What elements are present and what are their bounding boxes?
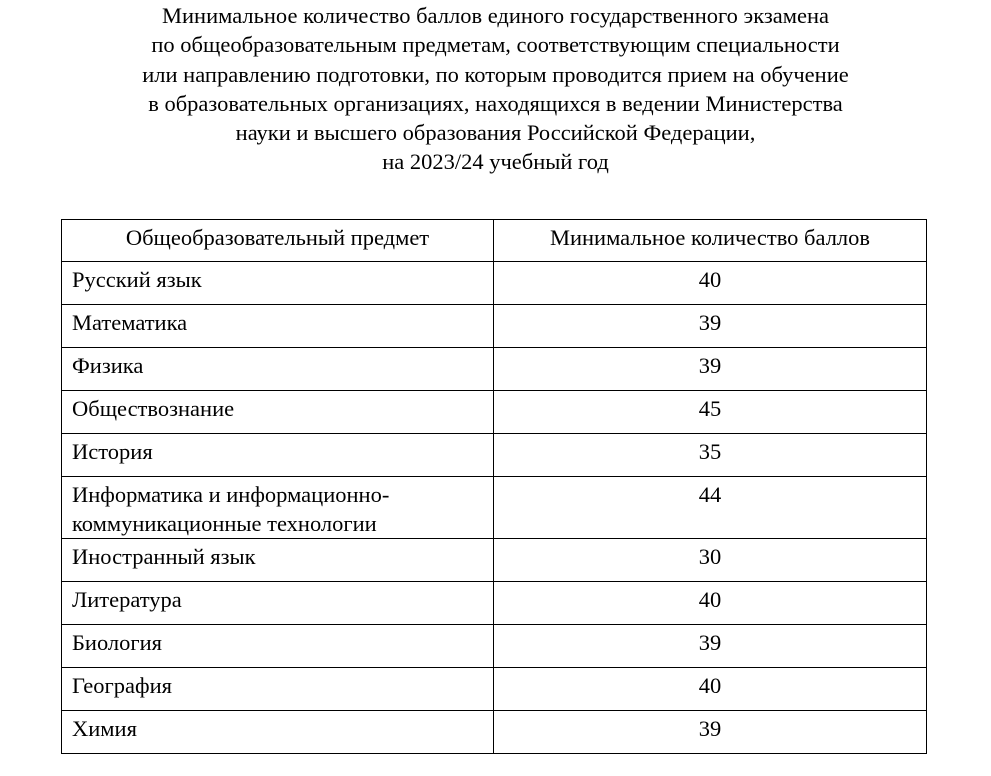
score-cell: 35 bbox=[494, 434, 927, 477]
table-header-row bbox=[62, 220, 927, 262]
subject-cell: История bbox=[62, 434, 494, 477]
title-line: Минимальное количество баллов единого государственного экзамена bbox=[162, 3, 829, 28]
table-row bbox=[62, 582, 927, 625]
title-line: в образовательных организациях, находящихся в ведении Министерства bbox=[148, 90, 843, 116]
subject-cell: Литература bbox=[62, 582, 494, 625]
title-line: на 2023/24 учебный год bbox=[382, 149, 609, 175]
subject-cell: Обществознание bbox=[62, 391, 494, 434]
score-cell: 30 bbox=[494, 539, 927, 582]
subject-cell: Математика bbox=[62, 305, 494, 348]
score-cell: 44 bbox=[494, 477, 927, 539]
table-row bbox=[62, 625, 927, 668]
score-cell: 39 bbox=[494, 348, 927, 391]
header-subject: Общеобразовательный предмет bbox=[62, 220, 494, 262]
table-row bbox=[62, 711, 927, 754]
title-line: или направлению подготовки, по которым проводится прием на обучение bbox=[142, 61, 849, 87]
subject-cell: Информатика и информационно-коммуникационные технологии bbox=[62, 477, 494, 539]
table-row bbox=[62, 434, 927, 477]
table-row bbox=[62, 668, 927, 711]
score-cell: 39 bbox=[494, 625, 927, 668]
score-cell: 40 bbox=[494, 668, 927, 711]
table-row bbox=[62, 477, 927, 539]
subject-cell: Иностранный язык bbox=[62, 539, 494, 582]
score-cell: 39 bbox=[494, 711, 927, 754]
subject-cell: Русский язык bbox=[62, 262, 494, 305]
min-scores-table bbox=[61, 219, 927, 754]
table-row bbox=[62, 539, 927, 582]
title-line: по общеобразовательным предметам, соответствующим специальности bbox=[151, 32, 840, 58]
document-title bbox=[0, 1, 991, 177]
subject-cell: География bbox=[62, 668, 494, 711]
score-cell: 45 bbox=[494, 391, 927, 434]
title-line: науки и высшего образования Российской Федерации, bbox=[235, 120, 756, 146]
subject-cell: Химия bbox=[62, 711, 494, 754]
score-cell: 39 bbox=[494, 305, 927, 348]
score-cell: 40 bbox=[494, 582, 927, 625]
header-min-score: Минимальное количество баллов bbox=[494, 220, 927, 262]
table-row bbox=[62, 262, 927, 305]
score-cell: 40 bbox=[494, 262, 927, 305]
table-row bbox=[62, 305, 927, 348]
subject-cell: Физика bbox=[62, 348, 494, 391]
subject-cell: Биология bbox=[62, 625, 494, 668]
table-row bbox=[62, 348, 927, 391]
table-row bbox=[62, 391, 927, 434]
